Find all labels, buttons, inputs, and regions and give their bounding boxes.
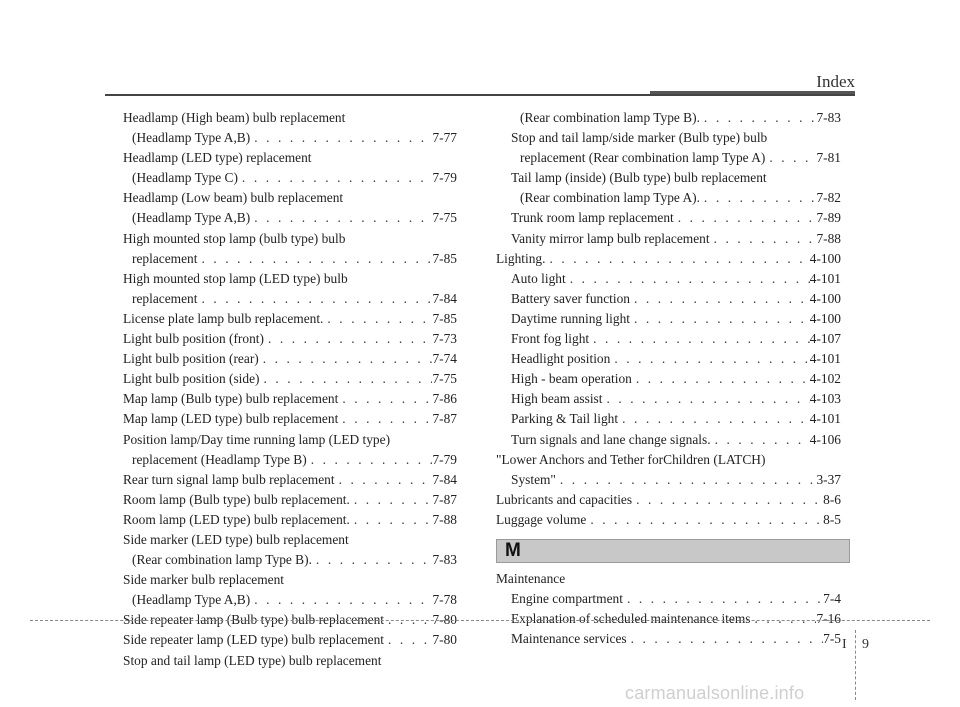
index-column-right xyxy=(496,108,841,649)
dot-leader xyxy=(632,490,823,510)
index-entry-page: 7-80 xyxy=(432,632,457,648)
index-entry-page: 7-78 xyxy=(432,592,457,608)
index-entry-page: 7-5 xyxy=(823,631,841,647)
index-entry-page: 8-6 xyxy=(823,491,841,507)
index-entry xyxy=(496,389,841,409)
index-entry-text: Rear turn signal lamp bulb replacement xyxy=(123,471,335,487)
index-entry xyxy=(123,570,457,590)
index-entry xyxy=(496,188,841,208)
dot-leader xyxy=(623,589,823,609)
index-title: Index xyxy=(816,72,855,91)
index-entry xyxy=(496,329,841,349)
index-entry xyxy=(123,369,457,389)
dot-leader xyxy=(710,229,817,249)
dot-leader xyxy=(250,590,432,610)
dot-leader xyxy=(610,349,809,369)
index-entry-text: Engine compartment xyxy=(511,591,623,607)
index-entry-page: 8-5 xyxy=(823,511,841,527)
index-entry xyxy=(123,269,457,289)
index-entry-text: Position lamp/Day time running lamp (LED type) xyxy=(123,431,391,447)
dot-leader xyxy=(700,188,817,208)
dot-leader xyxy=(765,148,816,168)
index-entry-text: Side marker bulb replacement xyxy=(123,572,284,588)
index-entry xyxy=(123,349,457,369)
index-entry-page: 4-102 xyxy=(809,371,841,387)
index-entry-page: 7-80 xyxy=(432,612,457,628)
dot-leader xyxy=(197,249,432,269)
index-entry-page: 4-100 xyxy=(809,290,841,306)
index-entry-page: 7-84 xyxy=(432,290,457,306)
index-entry-page: 7-89 xyxy=(816,210,841,226)
header-rule xyxy=(105,94,855,96)
index-entry xyxy=(123,450,457,470)
index-entry-text: Maintenance xyxy=(496,570,566,586)
index-entry xyxy=(496,450,841,470)
index-entry xyxy=(123,148,457,168)
dot-leader xyxy=(250,128,432,148)
index-entry xyxy=(496,269,841,289)
index-entry-page: 7-85 xyxy=(432,310,457,326)
footer-dashed-divider xyxy=(855,630,856,700)
index-entry-text: Headlamp (High beam) bulb replacement xyxy=(123,110,346,125)
dot-leader xyxy=(700,108,817,128)
index-entry-page: 4-100 xyxy=(809,250,841,266)
index-entry-text: Battery saver function xyxy=(511,290,630,306)
index-entry-page: 3-37 xyxy=(816,471,841,487)
index-entry-text: Lighting. xyxy=(496,250,546,266)
dot-leader xyxy=(384,630,432,650)
index-entry xyxy=(123,470,457,490)
index-entry xyxy=(123,510,457,530)
index-group-m xyxy=(496,569,841,649)
index-entry-page: 7-84 xyxy=(432,471,457,487)
index-entry xyxy=(123,490,457,510)
index-entry xyxy=(496,349,841,369)
index-entry-page: 7-87 xyxy=(432,411,457,427)
index-entry-text: System" xyxy=(511,471,556,487)
dot-leader xyxy=(603,389,810,409)
index-entry xyxy=(496,289,841,309)
index-entry-page: 4-101 xyxy=(809,351,841,367)
index-entry xyxy=(496,128,841,148)
dot-leader xyxy=(674,208,817,228)
index-entry xyxy=(496,309,841,329)
index-entry-text: Map lamp (LED type) bulb replacement xyxy=(123,411,339,427)
index-entry xyxy=(496,229,841,249)
index-entry xyxy=(123,108,457,128)
dot-leader xyxy=(259,349,433,369)
index-entry-text: "Lower Anchors and Tether forChildren (LATCH) xyxy=(496,451,766,467)
index-entry-page: 7-73 xyxy=(432,331,457,347)
index-entry-text: High beam assist xyxy=(511,391,603,407)
footer-dashed-rule xyxy=(30,620,930,621)
index-entry-text: Front fog light xyxy=(511,331,590,347)
index-entry-text: Stop and tail lamp/side marker (Bulb type) bulb xyxy=(511,130,768,146)
index-entry-text: (Headlamp Type A,B) xyxy=(132,130,251,146)
index-entry-page: 7-74 xyxy=(432,351,457,367)
index-entry xyxy=(496,569,841,589)
index-entry-text: Map lamp (Bulb type) bulb replacement xyxy=(123,391,339,407)
index-entry xyxy=(496,208,841,228)
index-entry-text: Side marker (LED type) bulb replacement xyxy=(123,531,349,547)
index-entry-page: 7-88 xyxy=(816,230,841,246)
index-entry xyxy=(123,168,457,188)
dot-leader xyxy=(618,409,810,429)
index-entry xyxy=(496,168,841,188)
index-entry xyxy=(496,430,841,450)
index-entry xyxy=(496,629,841,649)
index-entry xyxy=(123,530,457,550)
index-entry-text: (Headlamp Type C) xyxy=(132,170,238,186)
watermark: carmanualsonline.info xyxy=(625,683,805,703)
dot-leader xyxy=(338,409,432,429)
dot-leader xyxy=(338,389,432,409)
index-entry-page: 4-103 xyxy=(809,391,841,407)
index-entry-page: 4-101 xyxy=(809,270,841,286)
dot-leader xyxy=(323,309,432,329)
index-entry-text: Side repeater lamp (LED type) bulb replacement xyxy=(123,632,385,648)
dot-leader xyxy=(307,450,433,470)
index-entry xyxy=(123,651,457,671)
dot-leader xyxy=(335,470,433,490)
index-entry-text: Lubricants and capacities xyxy=(496,491,633,507)
index-entry-text: Vanity mirror lamp bulb replacement xyxy=(511,230,710,246)
index-entry-text: (Headlamp Type A,B) xyxy=(132,592,251,608)
index-entry-page: 7-83 xyxy=(816,110,841,125)
index-entry-text: replacement (Rear combination lamp Type A) xyxy=(520,150,766,166)
index-entry-text: replacement xyxy=(132,250,198,266)
index-entry xyxy=(496,510,841,530)
dot-leader xyxy=(589,329,810,349)
section-letter: M xyxy=(505,539,521,561)
index-entry-page: 7-85 xyxy=(432,250,457,266)
index-entry xyxy=(496,148,841,168)
dot-leader xyxy=(312,550,433,570)
index-entry xyxy=(123,430,457,450)
index-entry-text: High - beam operation xyxy=(511,371,632,387)
index-entry-page: 7-79 xyxy=(432,451,457,467)
footer-page-number: 9 xyxy=(862,637,869,652)
index-entry-text: Headlamp (Low beam) bulb replacement xyxy=(123,190,344,206)
index-entry-text: Daytime running light xyxy=(511,310,631,326)
dot-leader xyxy=(630,309,810,329)
index-entry-text: (Rear combination lamp Type B). xyxy=(520,110,700,125)
index-entry-page: 7-87 xyxy=(432,491,457,507)
index-entry-page: 4-107 xyxy=(809,331,841,347)
dot-leader xyxy=(250,208,432,228)
index-entry xyxy=(123,329,457,349)
dot-leader xyxy=(545,249,809,269)
index-entry-text: High mounted stop lamp (LED type) bulb xyxy=(123,270,348,286)
dot-leader xyxy=(197,289,432,309)
index-entry-text: Stop and tail lamp (LED type) bulb replacement xyxy=(123,652,382,668)
index-entry-text: Turn signals and lane change signals. xyxy=(511,431,711,447)
index-entry xyxy=(123,630,457,650)
index-group-l xyxy=(496,108,841,530)
footer-section-number: I xyxy=(842,637,847,652)
index-entry xyxy=(496,369,841,389)
section-header-m xyxy=(496,539,850,563)
index-entry-text: Tail lamp (inside) (Bulb type) bulb replacement xyxy=(511,170,767,186)
index-entry-page: 7-83 xyxy=(432,552,457,568)
index-entry-text: (Rear combination lamp Type B). xyxy=(132,552,312,568)
index-entry-page: 7-86 xyxy=(432,391,457,407)
index-entry-text: Auto light xyxy=(511,270,566,286)
index-entry xyxy=(496,409,841,429)
index-entry xyxy=(123,389,457,409)
dot-leader xyxy=(264,329,432,349)
index-entry-page: 7-77 xyxy=(432,130,457,146)
index-entry-text: replacement (Headlamp Type B) xyxy=(132,451,307,467)
index-entry-text: Light bulb position (front) xyxy=(123,331,264,347)
dot-leader xyxy=(711,430,810,450)
index-entry-text: Luggage volume xyxy=(496,511,587,527)
index-entry xyxy=(123,550,457,570)
dot-leader xyxy=(350,510,433,530)
index-entry-page: 7-75 xyxy=(432,210,457,226)
index-entry-text: Explanation of scheduled maintenance items xyxy=(511,611,751,627)
index-entry-page: 7-4 xyxy=(823,591,841,607)
index-entry-text: High mounted stop lamp (bulb type) bulb xyxy=(123,230,346,246)
index-entry xyxy=(123,188,457,208)
index-entry-text: Trunk room lamp replacement xyxy=(511,210,674,226)
index-entry xyxy=(496,490,841,510)
index-entry xyxy=(123,309,457,329)
dot-leader xyxy=(566,269,810,289)
index-entry-text: Parking & Tail light xyxy=(511,411,619,427)
index-entry-text: Headlight position xyxy=(511,351,611,367)
index-entry-text: Side repeater lamp (Bulb type) bulb replacement xyxy=(123,612,385,628)
dot-leader xyxy=(556,470,817,490)
index-entry-text: replacement xyxy=(132,290,198,306)
index-entry-text: Room lamp (Bulb type) bulb replacement. xyxy=(123,491,350,507)
index-entry-page: 7-79 xyxy=(432,170,457,186)
index-entry-page: 7-88 xyxy=(432,511,457,527)
index-entry xyxy=(123,590,457,610)
index-entry xyxy=(123,229,457,249)
index-entry xyxy=(496,470,841,490)
index-entry-page: 7-16 xyxy=(816,611,841,627)
dot-leader xyxy=(630,289,810,309)
index-column-left xyxy=(123,108,457,671)
dot-leader xyxy=(586,510,823,530)
index-entry-page: 4-106 xyxy=(809,431,841,447)
index-entry-text: Room lamp (LED type) bulb replacement. xyxy=(123,511,350,527)
dot-leader xyxy=(260,369,433,389)
index-entry xyxy=(496,249,841,269)
index-entry-text: Light bulb position (side) xyxy=(123,371,260,387)
index-entry-text: (Headlamp Type A,B) xyxy=(132,210,251,226)
index-entry xyxy=(123,249,457,269)
dot-leader xyxy=(350,490,433,510)
index-entry-page: 7-75 xyxy=(432,371,457,387)
index-entry xyxy=(123,409,457,429)
index-entry-text: Maintenance services xyxy=(511,631,627,647)
index-entry xyxy=(123,289,457,309)
index-entry-text: Light bulb position (rear) xyxy=(123,351,259,367)
dot-leader xyxy=(632,369,810,389)
index-entry-page: 7-81 xyxy=(816,150,841,166)
dot-leader xyxy=(627,629,824,649)
index-entry-text: (Rear combination lamp Type A). xyxy=(520,190,700,206)
index-entry xyxy=(496,589,841,609)
index-entry xyxy=(496,108,841,128)
index-entry-page: 4-100 xyxy=(809,310,841,326)
index-entry xyxy=(123,128,457,148)
index-entry-page: 7-82 xyxy=(816,190,841,206)
index-entry xyxy=(123,208,457,228)
index-entry-text: Headlamp (LED type) replacement xyxy=(123,150,312,166)
dot-leader xyxy=(238,168,433,188)
index-entry-page: 4-101 xyxy=(809,411,841,427)
index-entry-text: License plate lamp bulb replacement. xyxy=(123,310,324,326)
